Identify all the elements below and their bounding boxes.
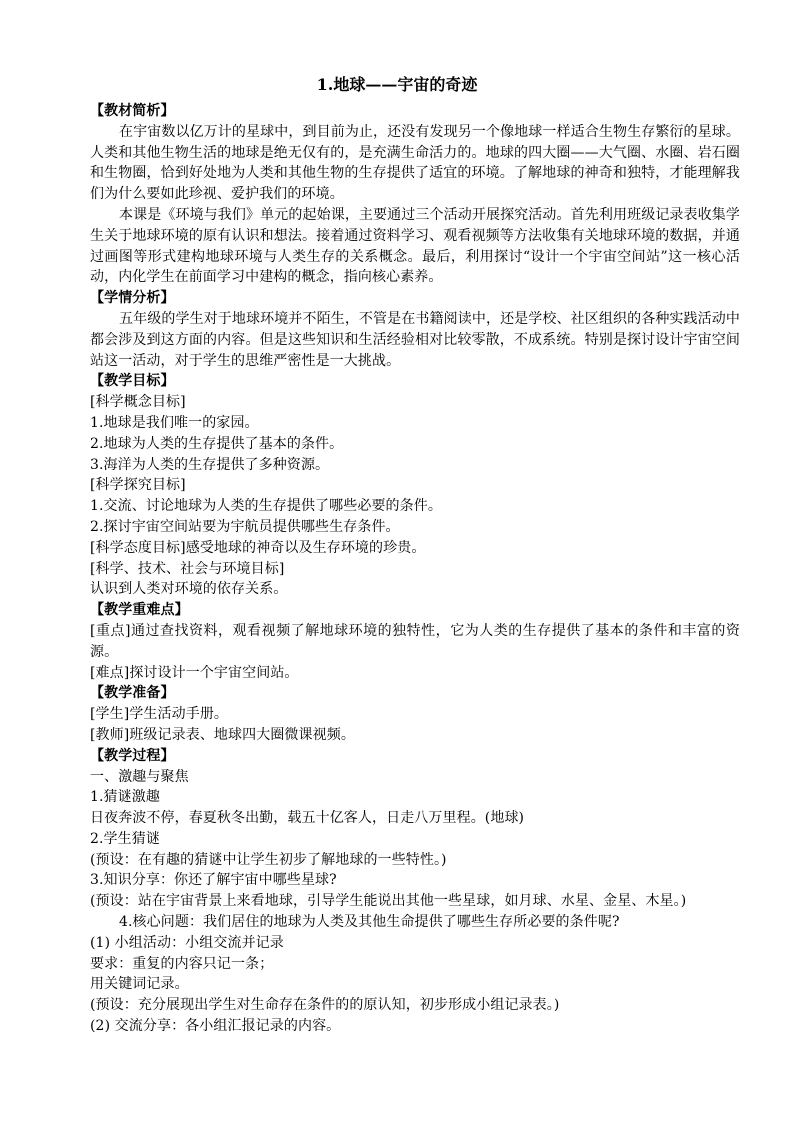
key-difficulty: [难点]探讨设计一个宇宙空间站。 [90,664,299,681]
goal-text: 认识到人类对环境的依存关系。 [90,581,288,598]
goal-label: [科学概念目标] [90,394,186,411]
paragraph: 在宇宙数以亿万计的星球中，到目前为止，还没有发现另一个像地球一样适合生物生存繁衍的星球。人类和其他生物生活的地球是绝无仅有的，是充满生命活力的。地球的四大圈——大气圈、水圈、岩石圈和生物圈，恰到好处地为人类和其他生物的生存提供了适宜的环境。了解地球的神奇和独特，才能理解我们为什么要如此珍视、爱护我们的环境。 [90,123,740,203]
riddle-text: 日夜奔波不停，春夏秋冬出勤，载五十亿客人，日走八万里程。(地球) [90,810,525,827]
list-item: 2.地球为人类的生存提供了基本的条件。 [90,435,344,452]
key-focus: [重点]通过查找资料，观看视频了解地球环境的独特性，它为人类的生存提供了基本的条件和丰富的资源。 [90,622,740,660]
section-heading-goals: 【教学目标】 [90,373,175,390]
paragraph: 五年级的学生对于地球环境并不陌生，不管是在书籍阅读中，还是学校、社区组织的各种实践活动中都会涉及到这方面的内容。但是这些知识和生活经验相对比较零散，不成系统。特别是探讨设计宇宙空间站这一活动，对于学生的思维严密性是一大挑战。 [90,310,740,369]
preset-note: (预设：站在宇宙背景上来看地球，引导学生能说出其他一些星球，如月球、水星、金星、木星。) [90,893,687,910]
section-heading-prep: 【教学准备】 [90,685,175,702]
list-item: 2.探讨宇宙空间站要为宇航员提供哪些生存条件。 [90,518,400,535]
list-item: 1.交流、讨论地球为人类的生存提供了哪些必要的条件。 [90,498,442,515]
requirement: 要求：重复的内容只记一条； [90,955,274,972]
process-step: 2.学生猜谜 [90,830,160,847]
group-activity: (1) 小组活动：小组交流并记录 [90,934,284,951]
section-heading-key: 【教学重难点】 [90,602,189,619]
goal-attitude: [科学态度目标]感受地球的神奇以及生存环境的珍贵。 [90,539,426,556]
list-item: 1.地球是我们唯一的家园。 [90,414,259,431]
group-activity: (2) 交流分享：各小组汇报记录的内容。 [90,1018,341,1035]
preset-note: (预设：充分展现出学生对生命存在条件的的原认知，初步形成小组记录表。) [90,997,560,1014]
page-title: 1.地球——宇宙的奇迹 [316,75,478,94]
preset-note: (预设：在有趣的猜谜中让学生初步了解地球的一些特性。) [90,851,447,868]
prep-teacher: [教师]班级记录表、地球四大圈微课视频。 [90,726,355,743]
process-part: 一、激趣与聚焦 [90,768,189,785]
process-step: 4.核心问题：我们居住的地球为人类及其他生命提供了哪些生存所必要的条件呢? [119,914,620,931]
process-step: 1.猜谜激趣 [90,789,160,806]
goal-label: [科学探究目标] [90,477,186,494]
requirement: 用关键词记录。 [90,976,189,993]
section-heading-process: 【教学过程】 [90,747,175,764]
document-body [90,101,740,1037]
goal-label: [科学、技术、社会与环境目标] [90,560,285,577]
prep-student: [学生]学生活动手册。 [90,706,229,723]
section-heading-students: 【学情分析】 [90,290,175,307]
process-step: 3.知识分享：你还了解宇宙中哪些星球? [90,872,337,889]
section-heading-textbook: 【教材简析】 [90,103,175,119]
paragraph: 本课是《环境与我们》单元的起始课，主要通过三个活动开展探究活动。首先利用班级记录表收集学生关于地球环境的原有认识和想法。接着通过资料学习、观看视频等方法收集有关地球环境的数据，并通过画图等形式建构地球环境与人类生存的关系概念。最后，利用探讨“设计一个宇宙空间站”这一核心活动，内化学生在前面学习中建构的概念，指向核心素养。 [90,206,740,286]
list-item: 3.海洋为人类的生存提供了多种资源。 [90,456,330,473]
